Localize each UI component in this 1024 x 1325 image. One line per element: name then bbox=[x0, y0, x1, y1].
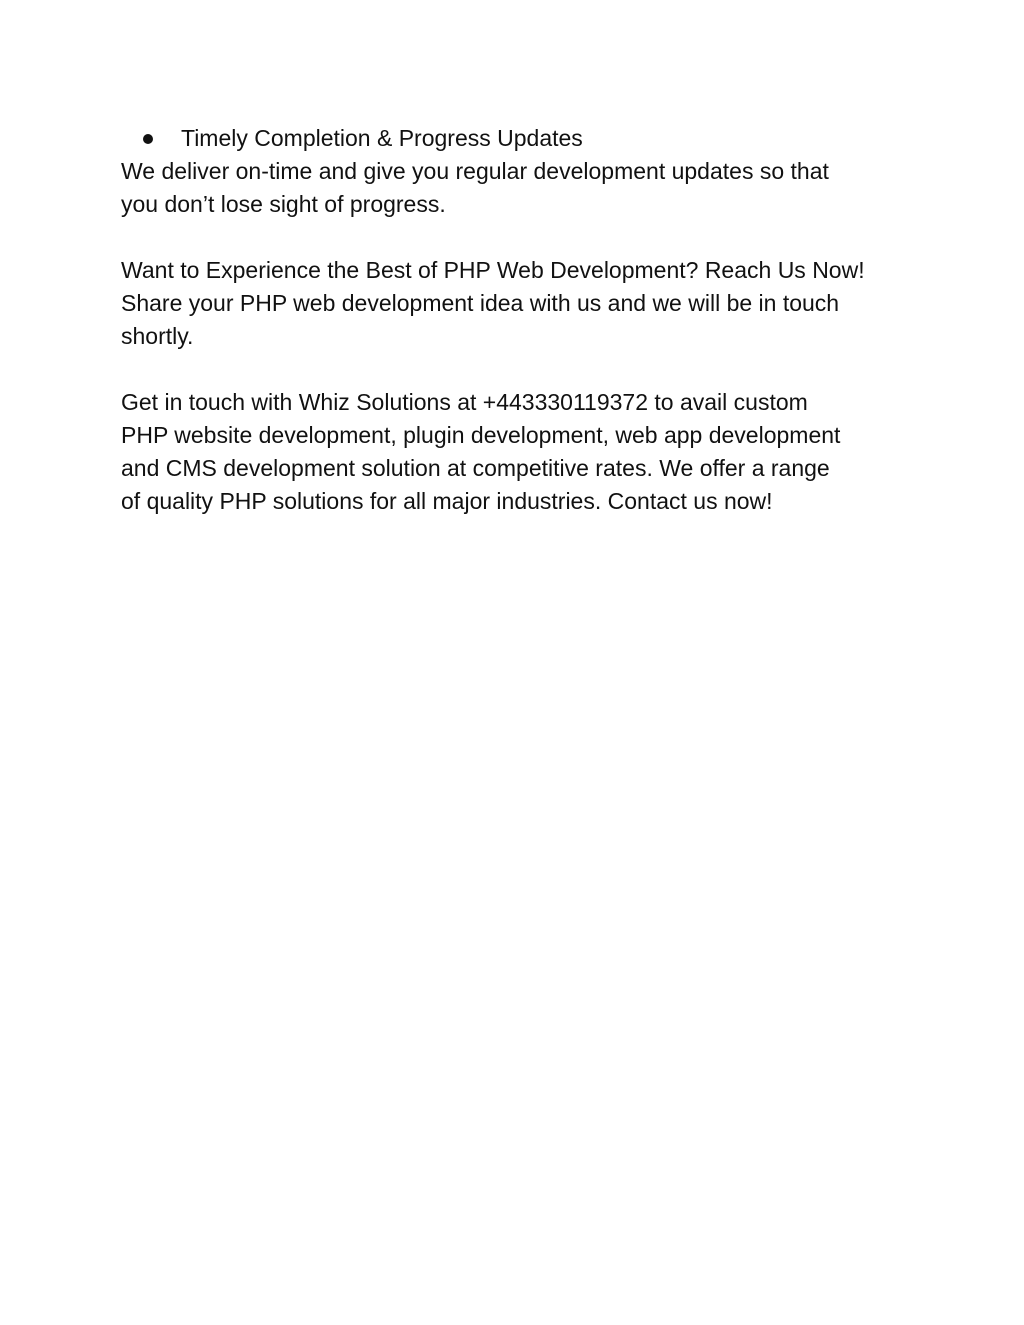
paragraph-contact bbox=[121, 386, 911, 518]
paragraph-line: We deliver on-time and give you regular development updates so that bbox=[121, 158, 829, 184]
paragraph-line: PHP website development, plugin development, web app development bbox=[121, 422, 841, 448]
paragraph-line: Want to Experience the Best of PHP Web Development? Reach Us Now! bbox=[121, 257, 865, 283]
paragraph-call-to-action bbox=[121, 254, 911, 353]
paragraph-progress-updates bbox=[121, 155, 911, 221]
bullet-item-text: Timely Completion & Progress Updates bbox=[181, 125, 583, 151]
paragraph-line: Share your PHP web development idea with us and we will be in touch bbox=[121, 290, 840, 316]
document-body bbox=[121, 122, 911, 518]
bullet-list-item bbox=[121, 122, 911, 155]
paragraph-line: you don’t lose sight of progress. bbox=[121, 191, 446, 217]
paragraph-line: Get in touch with Whiz Solutions at +443330119372 to avail custom bbox=[121, 389, 808, 415]
paragraph-line: and CMS development solution at competitive rates. We offer a range bbox=[121, 455, 830, 481]
paragraph-line: of quality PHP solutions for all major industries. Contact us now! bbox=[121, 488, 773, 514]
bullet-dot-icon bbox=[143, 134, 153, 144]
paragraph-line: shortly. bbox=[121, 323, 194, 349]
